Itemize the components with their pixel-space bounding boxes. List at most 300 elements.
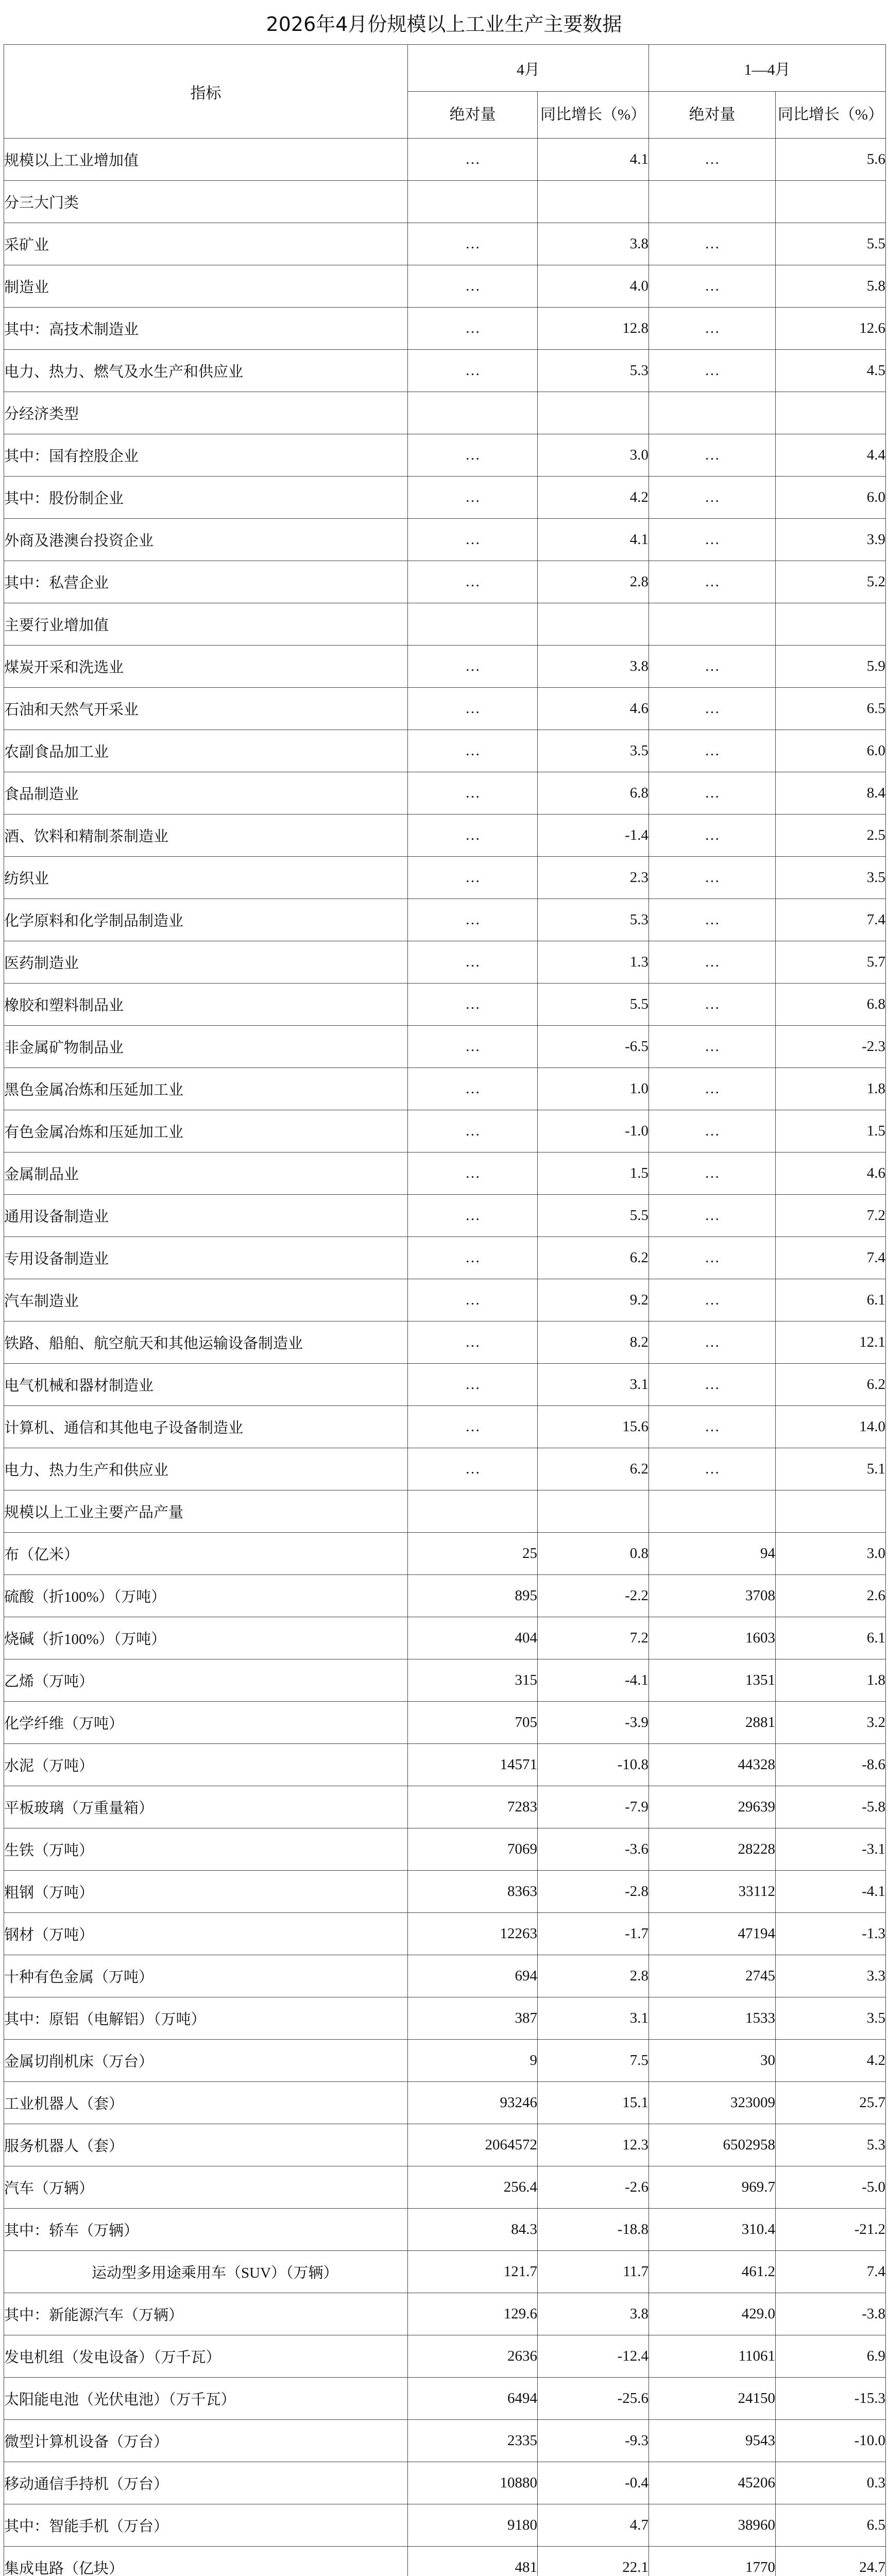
ytd-yoy-cell: 1.5 [776, 1110, 886, 1153]
table-row [4, 1828, 886, 1871]
row-label: 农副食品加工业 [4, 730, 408, 772]
month-yoy-cell: 4.0 [538, 265, 649, 308]
ytd-yoy-cell: -21.2 [776, 2209, 886, 2251]
ytd-absolute-cell: … [649, 857, 776, 899]
table-row [4, 1533, 886, 1575]
table-row [4, 1617, 886, 1659]
month-absolute-cell: … [408, 1279, 538, 1321]
table-row [4, 1110, 886, 1153]
month-yoy-cell: 5.3 [538, 350, 649, 392]
ytd-absolute-cell: 2881 [649, 1702, 776, 1744]
month-absolute-cell: 2335 [408, 2420, 538, 2462]
table-row [4, 1448, 886, 1490]
month-absolute-cell: … [408, 1321, 538, 1364]
ytd-yoy-cell: -8.6 [776, 1744, 886, 1786]
table-row [4, 2251, 886, 2293]
row-label: 金属制品业 [4, 1153, 408, 1195]
ytd-absolute-cell [649, 181, 776, 223]
month-absolute-cell [408, 603, 538, 646]
section-row [4, 1490, 886, 1533]
table-row [4, 1068, 886, 1110]
ytd-yoy-cell: 5.1 [776, 1448, 886, 1490]
row-label: 金属切削机床（万台） [4, 2040, 408, 2082]
section-row [4, 603, 886, 646]
table-row [4, 688, 886, 730]
month-absolute-cell: … [408, 1110, 538, 1153]
table-row [4, 2378, 886, 2420]
ytd-yoy-cell: 6.2 [776, 1364, 886, 1406]
ytd-absolute-cell: … [649, 1068, 776, 1110]
table-body [4, 139, 886, 2576]
row-label: 煤炭开采和洗选业 [4, 646, 408, 688]
table-row [4, 434, 886, 477]
row-label: 计算机、通信和其他电子设备制造业 [4, 1406, 408, 1448]
ytd-absolute-cell: … [649, 223, 776, 265]
ytd-yoy-header: 同比增长（%） [776, 92, 886, 139]
row-label: 铁路、船舶、航空航天和其他运输设备制造业 [4, 1321, 408, 1364]
month-absolute-cell: … [408, 730, 538, 772]
table-row [4, 519, 886, 561]
month-absolute-cell: … [408, 1406, 538, 1448]
ytd-absolute-cell: … [649, 1279, 776, 1321]
month-absolute-cell: 705 [408, 1702, 538, 1744]
ytd-absolute-cell: … [649, 941, 776, 984]
ytd-yoy-cell: 6.5 [776, 688, 886, 730]
ytd-absolute-cell: … [649, 519, 776, 561]
month-absolute-cell: 2064572 [408, 2124, 538, 2166]
ytd-yoy-cell: 24.7 [776, 2547, 886, 2576]
month-absolute-cell: 121.7 [408, 2251, 538, 2293]
ytd-absolute-cell: 1533 [649, 1997, 776, 2040]
table-row [4, 1195, 886, 1237]
row-label: 微型计算机设备（万台） [4, 2420, 408, 2462]
month-yoy-cell: 9.2 [538, 1279, 649, 1321]
page-title: 2026年4月份规模以上工业生产主要数据 [266, 12, 622, 36]
row-label: 生铁（万吨） [4, 1828, 408, 1871]
row-label: 医药制造业 [4, 941, 408, 984]
ytd-yoy-cell: -15.3 [776, 2378, 886, 2420]
ytd-absolute-cell: … [649, 688, 776, 730]
month-absolute-cell: … [408, 223, 538, 265]
month-yoy-cell: 4.1 [538, 519, 649, 561]
ytd-yoy-cell: 7.4 [776, 1237, 886, 1279]
ytd-yoy-cell: 4.4 [776, 434, 886, 477]
row-label: 制造业 [4, 265, 408, 308]
ytd-yoy-cell: 6.1 [776, 1617, 886, 1659]
table-row [4, 984, 886, 1026]
table-row [4, 2124, 886, 2166]
ytd-absolute-cell: … [649, 1195, 776, 1237]
month-absolute-cell: 387 [408, 1997, 538, 2040]
ytd-absolute-cell: 3708 [649, 1575, 776, 1617]
row-label: 采矿业 [4, 223, 408, 265]
ytd-yoy-cell: 3.9 [776, 519, 886, 561]
ytd-yoy-cell: 2.6 [776, 1575, 886, 1617]
table-row [4, 2040, 886, 2082]
table-row [4, 350, 886, 392]
ytd-absolute-cell: … [649, 308, 776, 350]
ytd-absolute-cell: … [649, 815, 776, 857]
ytd-absolute-cell: … [649, 1153, 776, 1195]
month-absolute-cell [408, 181, 538, 223]
table-row [4, 223, 886, 265]
ytd-absolute-cell: … [649, 1237, 776, 1279]
month-yoy-cell: 2.8 [538, 561, 649, 603]
month-absolute-cell: … [408, 646, 538, 688]
ytd-yoy-cell: 5.2 [776, 561, 886, 603]
month-yoy-cell: 22.1 [538, 2547, 649, 2576]
ytd-yoy-cell: 6.1 [776, 1279, 886, 1321]
row-label: 集成电路（亿块） [4, 2547, 408, 2576]
ytd-yoy-cell: 3.0 [776, 1533, 886, 1575]
row-label: 运动型多用途乘用车（SUV）（万辆） [4, 2251, 408, 2293]
month-absolute-cell: 10880 [408, 2462, 538, 2504]
row-label: 纺织业 [4, 857, 408, 899]
ytd-yoy-cell: 6.9 [776, 2335, 886, 2378]
ytd-yoy-cell: -5.8 [776, 1786, 886, 1828]
month-absolute-cell: 129.6 [408, 2293, 538, 2335]
month-absolute-cell: 895 [408, 1575, 538, 1617]
ytd-yoy-cell: 2.5 [776, 815, 886, 857]
month-yoy-cell: -3.9 [538, 1702, 649, 1744]
month-absolute-cell: 12263 [408, 1913, 538, 1955]
row-label: 其中：轿车（万辆） [4, 2209, 408, 2251]
month-yoy-cell [538, 603, 649, 646]
month-yoy-cell: 2.3 [538, 857, 649, 899]
month-yoy-cell: 6.8 [538, 772, 649, 815]
table-row [4, 1659, 886, 1702]
table-row [4, 941, 886, 984]
table-row [4, 1997, 886, 2040]
row-label: 汽车制造业 [4, 1279, 408, 1321]
table-row [4, 1153, 886, 1195]
ytd-yoy-cell [776, 1490, 886, 1533]
month-yoy-cell: -9.3 [538, 2420, 649, 2462]
section-label: 规模以上工业主要产品产量 [4, 1490, 408, 1533]
table-row [4, 1364, 886, 1406]
ytd-yoy-cell: -3.8 [776, 2293, 886, 2335]
row-label: 平板玻璃（万重量箱） [4, 1786, 408, 1828]
ytd-yoy-cell: 3.2 [776, 1702, 886, 1744]
row-label: 其中：智能手机（万台） [4, 2504, 408, 2547]
ytd-yoy-cell [776, 603, 886, 646]
ytd-absolute-cell: 1770 [649, 2547, 776, 2576]
month-yoy-cell: -1.4 [538, 815, 649, 857]
month-absolute-cell [408, 392, 538, 434]
table-row [4, 308, 886, 350]
month-absolute-cell: … [408, 899, 538, 941]
ytd-yoy-cell: -10.0 [776, 2420, 886, 2462]
table-row [4, 2335, 886, 2378]
ytd-absolute-cell: 47194 [649, 1913, 776, 1955]
month-yoy-cell: 11.7 [538, 2251, 649, 2293]
month-absolute-cell: 14571 [408, 1744, 538, 1786]
ytd-absolute-cell: 9543 [649, 2420, 776, 2462]
ytd-yoy-cell: 25.7 [776, 2082, 886, 2124]
month-absolute-cell: 256.4 [408, 2166, 538, 2209]
ytd-absolute-cell: 45206 [649, 2462, 776, 2504]
table-row [4, 477, 886, 519]
month-header: 4月 [408, 45, 649, 92]
month-yoy-cell: 3.1 [538, 1364, 649, 1406]
ytd-absolute-cell: 1351 [649, 1659, 776, 1702]
table-row [4, 1786, 886, 1828]
ytd-yoy-cell: -3.1 [776, 1828, 886, 1871]
ytd-absolute-cell: … [649, 561, 776, 603]
table-row [4, 2420, 886, 2462]
section-label: 分经济类型 [4, 392, 408, 434]
ytd-yoy-cell: 1.8 [776, 1659, 886, 1702]
month-absolute-cell: 694 [408, 1955, 538, 1997]
ytd-absolute-cell: … [649, 1321, 776, 1364]
month-absolute-cell: 7283 [408, 1786, 538, 1828]
table-row [4, 1406, 886, 1448]
row-label: 非金属矿物制品业 [4, 1026, 408, 1068]
row-label: 黑色金属冶炼和压延加工业 [4, 1068, 408, 1110]
table-row [4, 1702, 886, 1744]
ytd-absolute-cell: … [649, 1406, 776, 1448]
ytd-yoy-cell: 5.9 [776, 646, 886, 688]
table-row [4, 2209, 886, 2251]
month-absolute-cell: … [408, 1068, 538, 1110]
ytd-absolute-cell: … [649, 350, 776, 392]
month-yoy-cell [538, 181, 649, 223]
month-yoy-cell: 3.5 [538, 730, 649, 772]
table-row [4, 1744, 886, 1786]
ytd-absolute-cell: … [649, 772, 776, 815]
month-yoy-cell: 4.2 [538, 477, 649, 519]
table-row [4, 1955, 886, 1997]
table-row [4, 2166, 886, 2209]
row-label: 通用设备制造业 [4, 1195, 408, 1237]
row-label: 工业机器人（套） [4, 2082, 408, 2124]
month-yoy-cell: 4.6 [538, 688, 649, 730]
table-row [4, 139, 886, 181]
month-yoy-cell: 12.8 [538, 308, 649, 350]
month-absolute-cell: 6494 [408, 2378, 538, 2420]
ytd-absolute-cell: … [649, 1448, 776, 1490]
ytd-absolute-cell: 1603 [649, 1617, 776, 1659]
row-label: 其中：新能源汽车（万辆） [4, 2293, 408, 2335]
month-yoy-cell: 5.3 [538, 899, 649, 941]
ytd-yoy-cell: 3.5 [776, 857, 886, 899]
month-yoy-cell [538, 1490, 649, 1533]
ytd-absolute-cell: 38960 [649, 2504, 776, 2547]
month-yoy-cell [538, 392, 649, 434]
row-label: 石油和天然气开采业 [4, 688, 408, 730]
ytd-absolute-cell: 30 [649, 2040, 776, 2082]
table-row [4, 1026, 886, 1068]
month-yoy-cell: 1.0 [538, 1068, 649, 1110]
ytd-absolute-cell [649, 603, 776, 646]
month-absolute-cell: 7069 [408, 1828, 538, 1871]
month-yoy-cell: 6.2 [538, 1448, 649, 1490]
table-row [4, 1237, 886, 1279]
ytd-absolute-cell: … [649, 1026, 776, 1068]
month-yoy-cell: 3.8 [538, 2293, 649, 2335]
ytd-absolute-cell: … [649, 434, 776, 477]
month-yoy-cell: 6.2 [538, 1237, 649, 1279]
ytd-header: 1—4月 [649, 45, 886, 92]
ytd-absolute-cell: 11061 [649, 2335, 776, 2378]
ytd-yoy-cell: 12.6 [776, 308, 886, 350]
table-row [4, 1321, 886, 1364]
ytd-absolute-cell: 969.7 [649, 2166, 776, 2209]
month-yoy-cell: -18.8 [538, 2209, 649, 2251]
month-absolute-cell: … [408, 1195, 538, 1237]
ytd-yoy-cell: 3.5 [776, 1997, 886, 2040]
ytd-yoy-cell: 7.4 [776, 899, 886, 941]
month-yoy-cell: 2.8 [538, 1955, 649, 1997]
month-absolute-cell: … [408, 434, 538, 477]
ytd-yoy-cell [776, 181, 886, 223]
table-row [4, 646, 886, 688]
ytd-yoy-cell: -2.3 [776, 1026, 886, 1068]
month-absolute-cell: … [408, 265, 538, 308]
month-yoy-cell: -3.6 [538, 1828, 649, 1871]
row-label: 硫酸（折100%）（万吨） [4, 1575, 408, 1617]
table-row [4, 2293, 886, 2335]
row-label: 专用设备制造业 [4, 1237, 408, 1279]
row-label: 其中：国有控股企业 [4, 434, 408, 477]
month-absolute-cell: 2636 [408, 2335, 538, 2378]
month-yoy-cell: 7.2 [538, 1617, 649, 1659]
table-row [4, 2547, 886, 2576]
row-label: 烧碱（折100%）（万吨） [4, 1617, 408, 1659]
table-row [4, 899, 886, 941]
row-label: 酒、饮料和精制茶制造业 [4, 815, 408, 857]
ytd-yoy-cell: 8.4 [776, 772, 886, 815]
month-absolute-cell: … [408, 857, 538, 899]
ytd-yoy-cell: -1.3 [776, 1913, 886, 1955]
ytd-absolute-cell: 33112 [649, 1871, 776, 1913]
month-yoy-cell: 1.5 [538, 1153, 649, 1195]
ytd-yoy-cell [776, 392, 886, 434]
table-row [4, 730, 886, 772]
ytd-absolute-cell: 24150 [649, 2378, 776, 2420]
section-label: 分三大门类 [4, 181, 408, 223]
month-yoy-cell: -25.6 [538, 2378, 649, 2420]
ytd-absolute-cell: … [649, 984, 776, 1026]
ytd-yoy-cell: 3.3 [776, 1955, 886, 1997]
ytd-absolute-cell: 429.0 [649, 2293, 776, 2335]
row-label: 外商及港澳台投资企业 [4, 519, 408, 561]
month-absolute-cell: … [408, 561, 538, 603]
month-yoy-cell: 3.8 [538, 646, 649, 688]
header-row [4, 45, 886, 92]
month-yoy-cell: 3.1 [538, 1997, 649, 2040]
table-row [4, 772, 886, 815]
ytd-absolute-cell: 461.2 [649, 2251, 776, 2293]
ytd-yoy-cell: 4.5 [776, 350, 886, 392]
month-yoy-cell: -2.8 [538, 1871, 649, 1913]
month-yoy-cell: 3.0 [538, 434, 649, 477]
ytd-yoy-cell: 12.1 [776, 1321, 886, 1364]
ytd-absolute-cell: … [649, 646, 776, 688]
month-yoy-cell: -2.6 [538, 2166, 649, 2209]
ytd-yoy-cell: 4.2 [776, 2040, 886, 2082]
ytd-yoy-cell: 14.0 [776, 1406, 886, 1448]
ytd-yoy-cell: 7.4 [776, 2251, 886, 2293]
month-yoy-cell: 1.3 [538, 941, 649, 984]
row-label: 其中：私营企业 [4, 561, 408, 603]
ytd-absolute-cell: 310.4 [649, 2209, 776, 2251]
row-label: 其中：原铝（电解铝）（万吨） [4, 1997, 408, 2040]
ytd-yoy-cell: 5.5 [776, 223, 886, 265]
row-label: 十种有色金属（万吨） [4, 1955, 408, 1997]
ytd-absolute-cell: 6502958 [649, 2124, 776, 2166]
ytd-absolute-cell: 28228 [649, 1828, 776, 1871]
ytd-absolute-cell: 94 [649, 1533, 776, 1575]
month-yoy-cell: -4.1 [538, 1659, 649, 1702]
month-absolute-cell: … [408, 308, 538, 350]
row-label: 布（亿米） [4, 1533, 408, 1575]
row-label: 电气机械和器材制造业 [4, 1364, 408, 1406]
ytd-yoy-cell: -5.0 [776, 2166, 886, 2209]
month-yoy-cell: 15.6 [538, 1406, 649, 1448]
ytd-absolute-cell: … [649, 139, 776, 181]
table-row [4, 1913, 886, 1955]
month-absolute-cell: … [408, 139, 538, 181]
table-row [4, 1575, 886, 1617]
ytd-yoy-cell: 4.6 [776, 1153, 886, 1195]
month-yoy-cell: -6.5 [538, 1026, 649, 1068]
table-row [4, 265, 886, 308]
ytd-yoy-cell: 5.3 [776, 2124, 886, 2166]
ytd-yoy-cell: -4.1 [776, 1871, 886, 1913]
month-yoy-cell: 3.8 [538, 223, 649, 265]
month-yoy-cell: 15.1 [538, 2082, 649, 2124]
ytd-yoy-cell: 5.6 [776, 139, 886, 181]
ytd-absolute-cell [649, 392, 776, 434]
table-row [4, 2082, 886, 2124]
month-absolute-cell: 315 [408, 1659, 538, 1702]
ytd-yoy-cell: 6.8 [776, 984, 886, 1026]
row-label: 移动通信手持机（万台） [4, 2462, 408, 2504]
row-label: 有色金属冶炼和压延加工业 [4, 1110, 408, 1153]
row-label: 乙烯（万吨） [4, 1659, 408, 1702]
month-absolute-cell: … [408, 1448, 538, 1490]
month-absolute-cell: 404 [408, 1617, 538, 1659]
month-yoy-cell: 4.1 [538, 139, 649, 181]
month-yoy-cell: 12.3 [538, 2124, 649, 2166]
month-yoy-cell: 5.5 [538, 984, 649, 1026]
month-yoy-cell: -2.2 [538, 1575, 649, 1617]
month-absolute-cell: 9180 [408, 2504, 538, 2547]
month-absolute-cell: … [408, 1364, 538, 1406]
ytd-absolute-cell: … [649, 1110, 776, 1153]
ytd-yoy-cell: 6.5 [776, 2504, 886, 2547]
ytd-absolute-header: 绝对量 [649, 92, 776, 139]
month-yoy-cell: 8.2 [538, 1321, 649, 1364]
table-row [4, 2504, 886, 2547]
month-yoy-cell: 5.5 [538, 1195, 649, 1237]
row-label: 服务机器人（套） [4, 2124, 408, 2166]
month-absolute-cell: 84.3 [408, 2209, 538, 2251]
month-absolute-cell: … [408, 815, 538, 857]
ytd-absolute-cell [649, 1490, 776, 1533]
row-label: 电力、热力生产和供应业 [4, 1448, 408, 1490]
table-row [4, 1279, 886, 1321]
month-absolute-cell: … [408, 984, 538, 1026]
ytd-absolute-cell: 323009 [649, 2082, 776, 2124]
month-yoy-cell: 7.5 [538, 2040, 649, 2082]
row-label: 汽车（万辆） [4, 2166, 408, 2209]
month-absolute-cell: … [408, 519, 538, 561]
month-absolute-header: 绝对量 [408, 92, 538, 139]
ytd-absolute-cell: 29639 [649, 1786, 776, 1828]
section-row [4, 392, 886, 434]
